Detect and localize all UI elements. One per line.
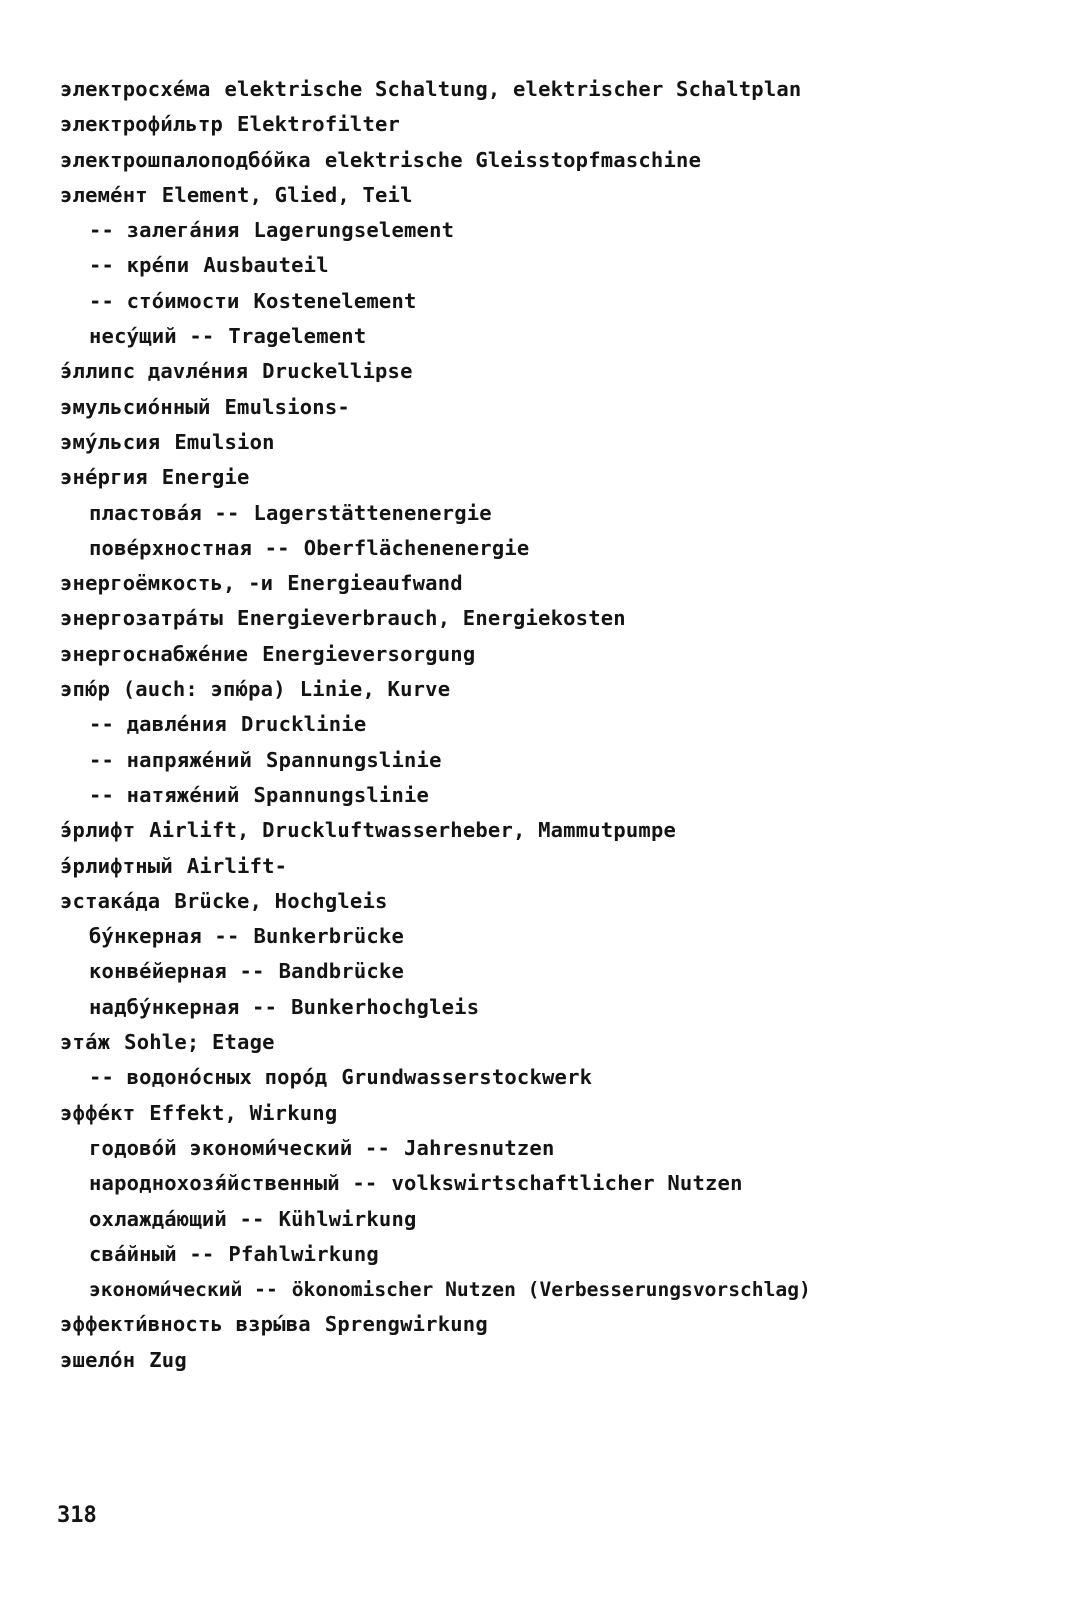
russian-term: эффекти́вность взры́ва xyxy=(60,1312,311,1337)
dictionary-entry xyxy=(60,813,1050,848)
dictionary-entry xyxy=(60,460,1050,495)
dictionary-entry xyxy=(60,672,1050,707)
russian-term: эффе́кт xyxy=(60,1100,136,1125)
german-translation: Ausbauteil xyxy=(203,253,329,278)
sub-entry xyxy=(60,284,1050,319)
sub-entry xyxy=(60,213,1050,248)
russian-term: -- натяже́ний xyxy=(89,782,240,807)
german-translation: Lagerungselement xyxy=(253,218,455,243)
russian-term: эмульсио́нный xyxy=(60,394,211,419)
page-number: 318 xyxy=(57,1503,97,1528)
russian-term: пластова́я -- xyxy=(89,500,240,525)
dictionary-entry xyxy=(60,107,1050,142)
german-translation: Energieversorgung xyxy=(262,641,476,666)
russian-term: э́рлифт xyxy=(60,818,136,843)
german-translation: Spannungslinie xyxy=(253,782,430,807)
russian-term: эпю́р (auch: эпю́ра) xyxy=(60,677,286,702)
russian-term: -- напряже́ний xyxy=(89,747,253,772)
dictionary-entry xyxy=(60,354,1050,389)
sub-entry xyxy=(60,990,1050,1025)
russian-term: эта́ж xyxy=(60,1030,111,1055)
russian-term: сва́йный -- xyxy=(89,1241,215,1266)
dictionary-entry xyxy=(60,849,1050,884)
sub-entry xyxy=(60,1272,1050,1307)
german-translation: Emulsions- xyxy=(224,394,350,419)
entry-list xyxy=(60,72,1050,1378)
german-translation: ökonomischer Nutzen (Verbesserungsvorschlag) xyxy=(291,1278,811,1302)
german-translation: Jahresnutzen xyxy=(404,1135,555,1160)
russian-term: электрошпалоподбо́йка xyxy=(60,147,311,172)
dictionary-entry xyxy=(60,72,1050,107)
sub-entry xyxy=(60,1131,1050,1166)
german-translation: Kostenelement xyxy=(253,288,417,313)
russian-term: охлажда́ющий -- xyxy=(89,1206,265,1231)
german-translation: Bandbrücke xyxy=(278,959,405,984)
german-translation: Elektrofilter xyxy=(237,112,401,137)
german-translation: Grundwasserstockwerk xyxy=(341,1065,593,1090)
sub-entry xyxy=(60,1060,1050,1095)
sub-entry xyxy=(60,954,1050,989)
russian-term: пове́рхностная -- xyxy=(89,535,290,560)
german-translation: Linie, Kurve xyxy=(299,677,451,702)
german-translation: Lagerstättenenergie xyxy=(253,500,492,525)
russian-term: эстака́да xyxy=(60,888,161,913)
sub-entry xyxy=(60,319,1050,354)
german-translation: Airlift- xyxy=(186,853,288,878)
russian-term: энергозатра́ты xyxy=(60,606,224,631)
german-translation: Emulsion xyxy=(174,429,275,454)
russian-term: надбу́нкерная -- xyxy=(89,994,278,1019)
russian-term: -- залега́ния xyxy=(89,218,240,243)
german-translation: Zug xyxy=(149,1347,187,1372)
russian-term: несу́щий -- xyxy=(89,324,215,349)
dictionary-entry xyxy=(60,601,1050,636)
russian-term: э́рлифтный xyxy=(60,853,173,878)
russian-term: электрофи́льтр xyxy=(60,112,224,137)
german-translation: volkswirtschaftlicher Nutzen xyxy=(391,1171,743,1196)
dictionary-entry xyxy=(60,637,1050,672)
dictionary-entry xyxy=(60,884,1050,919)
german-translation: Drucklinie xyxy=(240,712,367,737)
sub-entry xyxy=(60,1166,1050,1201)
german-translation: Pfahlwirkung xyxy=(228,1241,379,1266)
russian-term: эму́льсия xyxy=(60,429,161,454)
dictionary-entry xyxy=(60,178,1050,213)
russian-term: конве́йерная -- xyxy=(89,959,265,984)
sub-entry xyxy=(60,1237,1050,1272)
russian-term: элеме́нт xyxy=(60,182,148,207)
german-translation: Energieaufwand xyxy=(287,571,463,596)
german-translation: Sohle; Etage xyxy=(124,1030,275,1055)
german-translation: Bunkerhochgleis xyxy=(291,994,480,1019)
dictionary-entry xyxy=(60,1307,1050,1342)
sub-entry xyxy=(60,707,1050,742)
german-translation: elektrische Gleisstopfmaschine xyxy=(324,147,702,172)
sub-entry xyxy=(60,531,1050,566)
german-translation: Effekt, Wirkung xyxy=(149,1100,338,1125)
russian-term: -- кре́пи xyxy=(89,253,190,278)
dictionary-entry xyxy=(60,566,1050,601)
dictionary-entry xyxy=(60,425,1050,460)
german-translation: Energie xyxy=(161,465,250,490)
german-translation: Bunkerbrücke xyxy=(253,924,405,949)
russian-term: -- сто́имости xyxy=(89,288,240,313)
russian-term: энергоснабже́ние xyxy=(60,641,249,666)
german-translation: Kühlwirkung xyxy=(278,1206,417,1231)
russian-term: эне́ргия xyxy=(60,465,148,490)
sub-entry xyxy=(60,1202,1050,1237)
sub-entry xyxy=(60,496,1050,531)
german-translation: Brücke, Hochgleis xyxy=(174,888,388,913)
sub-entry xyxy=(60,743,1050,778)
sub-entry xyxy=(60,248,1050,283)
dictionary-entry xyxy=(60,143,1050,178)
russian-term: бу́нкерная -- xyxy=(89,924,240,949)
german-translation: Element, Glied, Teil xyxy=(161,182,413,207)
german-translation: elektrische Schaltung, elektrischer Schaltplan xyxy=(224,77,802,101)
dictionary-entry xyxy=(60,1025,1050,1060)
german-translation: Oberflächenenergie xyxy=(303,535,530,560)
russian-term: эшело́н xyxy=(60,1347,136,1372)
dictionary-entry xyxy=(60,1343,1050,1378)
dictionary-entry xyxy=(60,390,1050,425)
russian-term: энергоёмкость, -и xyxy=(60,571,274,596)
german-translation: Tragelement xyxy=(228,324,367,349)
russian-term: -- водоно́сных поро́д xyxy=(89,1065,328,1090)
russian-term: э́ллипс дavле́ния xyxy=(60,359,249,384)
russian-term: -- давле́ния xyxy=(89,712,227,737)
german-translation: Druckellipse xyxy=(262,359,413,384)
sub-entry xyxy=(60,919,1050,954)
russian-term: годово́й экономи́ческий -- xyxy=(89,1135,391,1160)
russian-term: народнохозя́йственный -- xyxy=(89,1171,378,1196)
russian-term: электросхе́ма xyxy=(60,77,211,101)
dictionary-entry xyxy=(60,1096,1050,1131)
sub-entry xyxy=(60,778,1050,813)
german-translation: Spannungslinie xyxy=(266,747,442,772)
german-translation: Energieverbrauch, Energiekosten xyxy=(237,606,626,631)
german-translation: Sprengwirkung xyxy=(324,1312,488,1337)
german-translation: Airlift, Druckluftwasserheber, Mammutpumpe xyxy=(149,818,677,843)
russian-term: экономи́ческий -- xyxy=(89,1278,278,1302)
